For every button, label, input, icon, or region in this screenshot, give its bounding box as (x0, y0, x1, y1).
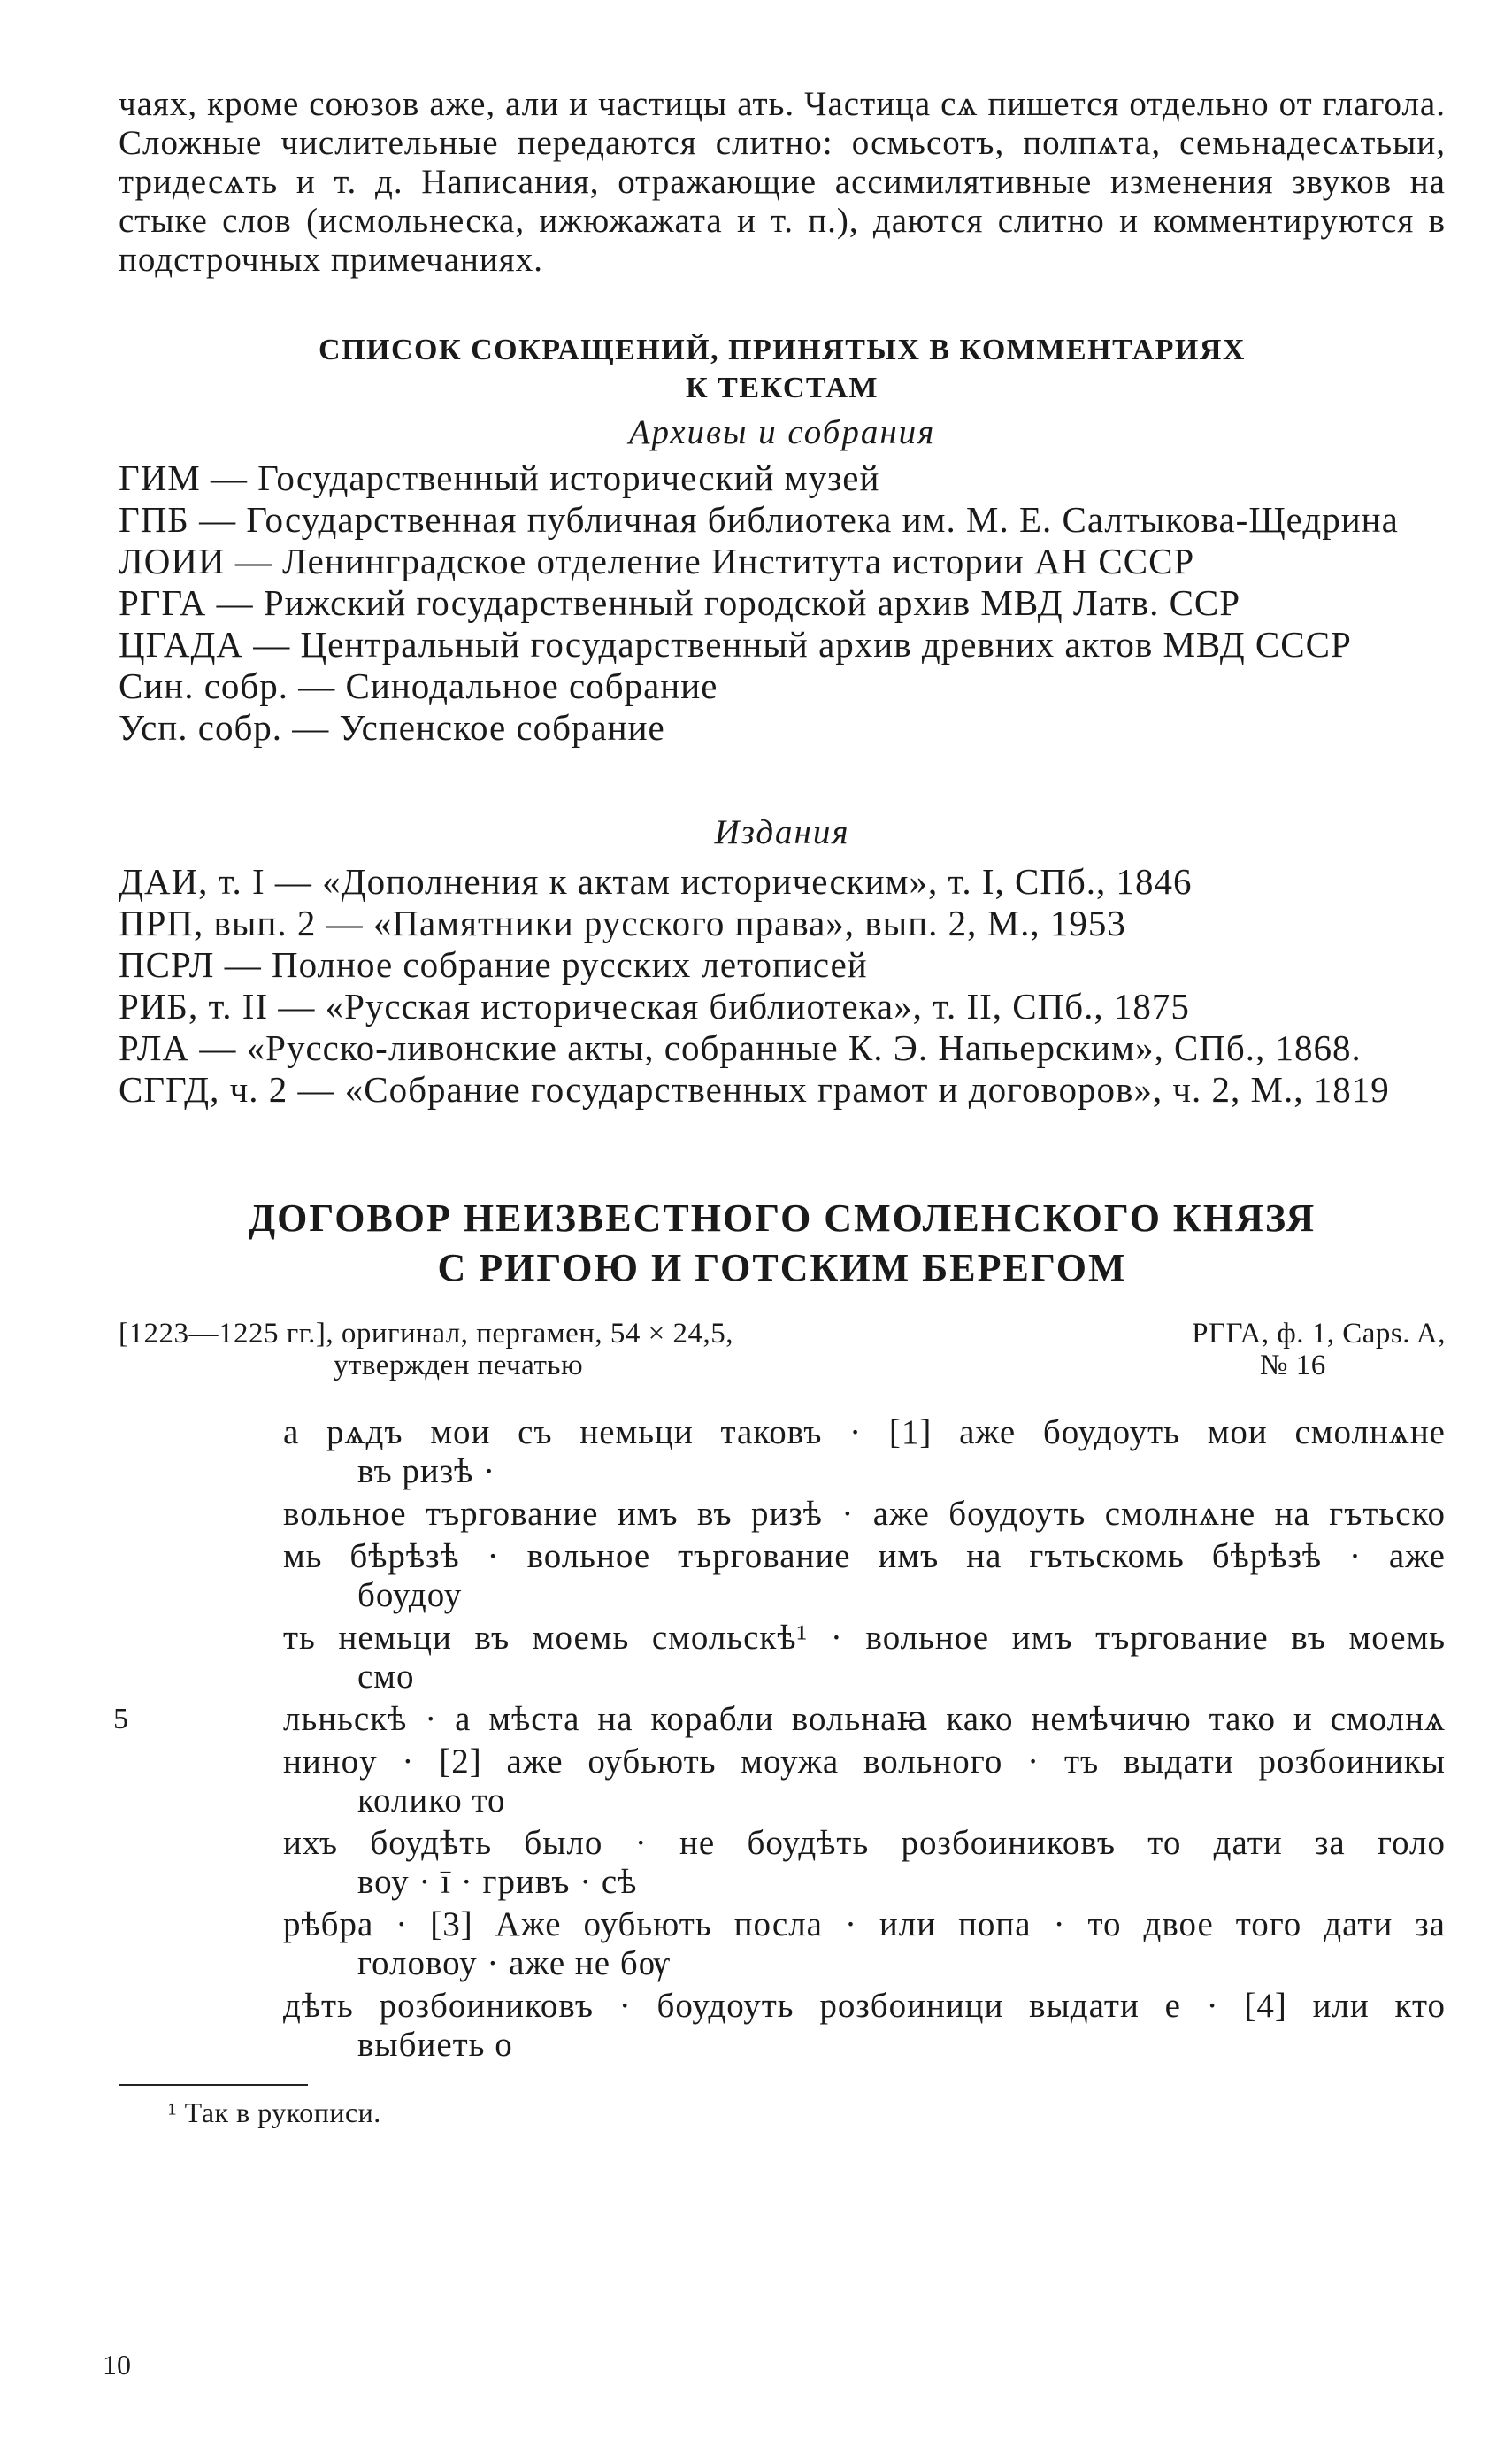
list-item: Усп. собр. — Успенское собрание (119, 707, 665, 748)
charter-line-main: дѣть розбоиниковъ · боудоуть розбоиници выдати е · [4] или кто (283, 1987, 1446, 2025)
doc-meta-right (1056, 1318, 1446, 1381)
treaty-heading-line1: ДОГОВОР НЕИЗВЕСТНОГО СМОЛЕНСКОГО КНЯЗЯ (248, 1196, 1316, 1240)
charter-text (113, 1413, 1446, 2065)
charter-line-main: мь бѣрѣзѣ · вольное търгование имъ на гътьскомь бѣрѣзѣ · аже (283, 1537, 1446, 1575)
doc-meta-date-line: [1223—1225 гг.], оригинал, пергамен, 54 × 24,5, (119, 1318, 734, 1350)
doc-meta-left (119, 1318, 933, 1381)
charter-line-cont: смо (357, 1658, 415, 1696)
editions-list (119, 861, 1446, 1111)
footnote: ¹ Так в рукописи. (168, 2096, 381, 2128)
charter-line (119, 1413, 1446, 1491)
list-item: ЦГАДА — Центральный государственный архив древних актов МВД СССР (119, 624, 1352, 665)
abbrev-heading-line2: К ТЕКСТАМ (686, 372, 879, 404)
charter-line-main: вольное търгование имъ въ ризѣ · аже боудоуть смолнѧне на гътьско (283, 1495, 1446, 1533)
treaty-heading-line2: С РИГОЮ И ГОТСКИМ БЕРЕГОМ (437, 1246, 1127, 1289)
charter-line-cont: выбиеть о (357, 2026, 513, 2064)
list-item: ГПБ — Государственная публичная библиотека им. М. Е. Салтыкова-Щедрина (119, 499, 1399, 540)
charter-line-main: а рѧдъ мои съ немьци таковъ · [1] аже боудоуть мои смолнѧне (283, 1413, 1446, 1451)
page-body (113, 85, 1446, 2129)
abbrev-heading-line1: СПИСОК СОКРАЩЕНИЙ, ПРИНЯТЫХ В КОММЕНТАРИЯХ (319, 334, 1246, 366)
list-item: РГГА — Рижский государственный городской архив МВД Латв. ССР (119, 582, 1241, 623)
charter-line-main: нинoу · [2] аже оубьють моужа вольного · тъ выдати розбоиникы (283, 1742, 1446, 1781)
charter-line (119, 1905, 1446, 1983)
charter-line (119, 1987, 1446, 2065)
footnote-divider (119, 2084, 308, 2086)
list-item: ЛОИИ — Ленинградское отделение Института истории АН СССР (119, 541, 1195, 581)
list-item: РЛА — «Русско-ливонские акты, собранные К. Э. Напьерским», СПб., 1868. (119, 1027, 1362, 1068)
list-item: СГГД, ч. 2 — «Собрание государственных грамот и договоров», ч. 2, М., 1819 (119, 1069, 1390, 1110)
doc-meta-archive-line: РГГА, ф. 1, Caps. A, (1192, 1318, 1446, 1350)
list-item: ДАИ, т. I — «Дополнения к актам историческим», т. I, СПб., 1846 (119, 861, 1193, 902)
page-number: 10 (103, 2349, 131, 2381)
list-item: ПСРЛ — Полное собрание русских летописей (119, 944, 868, 985)
list-item: РИБ, т. II — «Русская историческая библиотека», т. II, СПб., 1875 (119, 986, 1190, 1027)
charter-line-cont: въ ризѣ · (357, 1452, 496, 1490)
list-item: ПРП, вып. 2 — «Памятники русского права», вып. 2, М., 1953 (119, 903, 1126, 943)
charter-line (119, 1742, 1446, 1820)
list-item: Син. собр. — Синодальное собрание (119, 665, 718, 706)
charter-line (119, 1619, 1446, 1696)
archives-heading: Архивы и собрания (628, 413, 936, 451)
charter-line-cont: головоу · аже не бѹ (357, 1944, 671, 1982)
charter-line (113, 1700, 1446, 1739)
doc-meta-number-line: № 16 (1260, 1350, 1326, 1381)
archives-list (119, 458, 1446, 749)
charter-line-main: ихъ боудѣть было · не боудѣть розбоиниковъ то дати за голо (283, 1824, 1446, 1862)
charter-line-cont: боудоу (357, 1576, 463, 1614)
treaty-heading (119, 1194, 1446, 1293)
charter-line (119, 1495, 1446, 1534)
abbrev-heading (119, 331, 1446, 407)
list-item: ГИМ — Государственный исторический музей (119, 458, 880, 498)
editions-heading: Издания (714, 813, 850, 851)
charter-line-main: ть немьци въ моемь смольскѣ¹ · вольное имъ търгование въ моемь (283, 1619, 1446, 1657)
charter-line (119, 1824, 1446, 1902)
charter-line (119, 1537, 1446, 1615)
document-metadata (119, 1318, 1446, 1381)
doc-meta-seal-line: утвержден печатью (334, 1350, 584, 1381)
charter-line-main: льньскѣ · а мѣста на корабли вольнаꙗ како немѣчичю тако и смолнѧ (283, 1700, 1446, 1738)
charter-line-cont: колико то (357, 1781, 506, 1819)
line-number: 5 (113, 1703, 129, 1735)
charter-line-cont: воу · ī · гривъ · сѣ (357, 1863, 638, 1901)
charter-line-main: рѣбра · [3] Аже оубьють посла · или попа · то двое того дати за (283, 1905, 1446, 1943)
intro-paragraph: чаях, кроме союзов аже, али и частицы ать. Частица сѧ пишется отдельно от глагола. Сложные числительные передаются слитно: осмьсотъ, полпѧта, семьнадесѧтьыи, тридесѧть и т. д. Написания, отражающие ассимилятивные изменения звуков на стыке слов (исмольнеска, ижюжажата и т. п.), даются слитно и комментируются в подстрочных примечаниях. (119, 85, 1446, 279)
